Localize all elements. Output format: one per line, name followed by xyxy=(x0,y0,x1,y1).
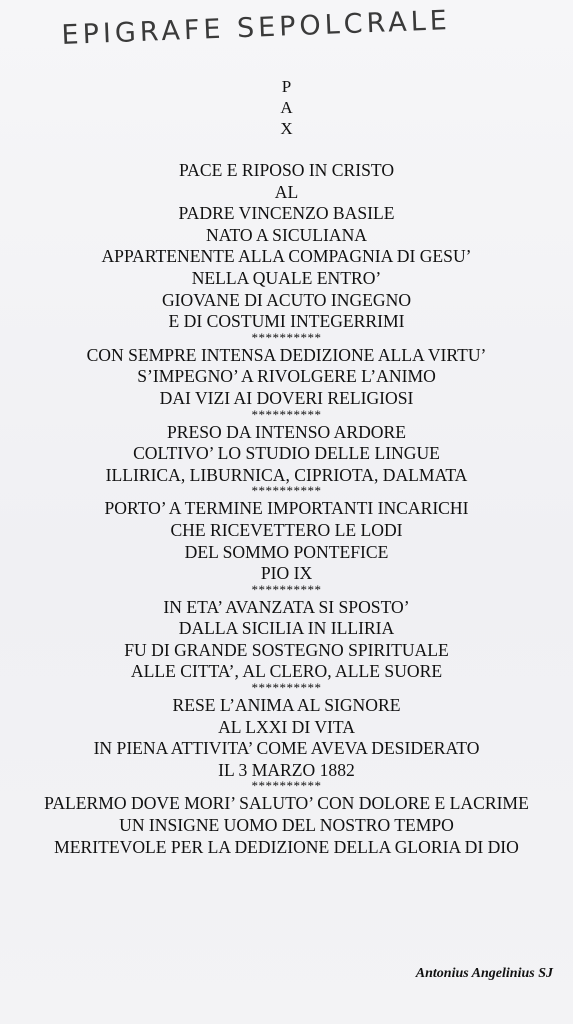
pax-letter: X xyxy=(280,119,293,138)
epitaph-line: UN INSIGNE UOMO DEL NOSTRO TEMPO xyxy=(119,815,454,836)
epitaph-section xyxy=(0,422,573,487)
epitaph-line: S’IMPEGNO’ A RIVOLGERE L’ANIMO xyxy=(137,366,436,387)
epitaph-line: AL xyxy=(274,181,299,202)
epitaph-section xyxy=(0,597,573,683)
epitaph-line: ILLIRICA, LIBURNICA, CIPRIOTA, DALMATA xyxy=(105,464,468,485)
epitaph-line: IN ETA’ AVANZATA SI SPOSTO’ xyxy=(163,596,410,617)
epitaph-line: PALERMO DOVE MORI’ SALUTO’ CON DOLORE E LACRIME xyxy=(44,793,529,814)
epitaph-line: PRESO DA INTENSO ARDORE xyxy=(166,421,406,442)
pax-letter: P xyxy=(281,77,292,96)
epitaph-line: AL LXXI DI VITA xyxy=(218,716,355,737)
section-separator: ********** xyxy=(251,581,322,597)
signature: Antonius Angelinius SJ xyxy=(415,966,553,981)
pax-letter: A xyxy=(280,98,293,117)
epitaph-line: NATO A SICULIANA xyxy=(206,224,367,245)
handwritten-title: EPIGRAFE SEPOLCRALE xyxy=(61,5,452,51)
epitaph-line: APPARTENENTE ALLA COMPAGNIA DI GESU’ xyxy=(101,246,472,267)
epitaph-line: ALLE CITTA’, AL CLERO, ALLE SUORE xyxy=(130,661,443,682)
epitaph-line: PADRE VINCENZO BASILE xyxy=(178,203,395,224)
epitaph-line: E DI COSTUMI INTEGERRIMI xyxy=(168,311,405,332)
epitaph-line: PIO IX xyxy=(260,563,313,584)
epitaph-section xyxy=(0,160,573,333)
epitaph-line: DALLA SICILIA IN ILLIRIA xyxy=(178,618,395,639)
epitaph-section xyxy=(0,793,573,858)
epitaph-line: GIOVANE DI ACUTO INGEGNO xyxy=(161,289,412,310)
epitaph-line: NELLA QUALE ENTRO’ xyxy=(191,267,382,288)
epitaph-line: DAI VIZI AI DOVERI RELIGIOSI xyxy=(159,387,414,408)
epitaph-line: DEL SOMMO PONTEFICE xyxy=(184,541,389,562)
pax-heading xyxy=(0,76,573,139)
epitaph-line: IL 3 MARZO 1882 xyxy=(218,759,355,780)
epitaph-text xyxy=(0,160,573,858)
epitaph-line: IN PIENA ATTIVITA’ COME AVEVA DESIDERATO xyxy=(93,738,480,759)
epitaph-line: CON SEMPRE INTENSA DEDIZIONE ALLA VIRTU’ xyxy=(86,344,487,365)
epitaph-line: RESE L’ANIMA AL SIGNORE xyxy=(172,695,401,716)
section-separator: ********** xyxy=(251,680,322,696)
epitaph-line: COLTIVO’ LO STUDIO DELLE LINGUE xyxy=(133,443,440,464)
section-separator: ********** xyxy=(251,329,322,345)
section-separator: ********** xyxy=(251,406,322,422)
epitaph-line: PORTO’ A TERMINE IMPORTANTI INCARICHI xyxy=(104,498,469,519)
epitaph-section xyxy=(0,695,573,781)
section-separator: ********** xyxy=(251,778,322,794)
epitaph-line: FU DI GRANDE SOSTEGNO SPIRITUALE xyxy=(124,639,449,660)
epitaph-line: PACE E RIPOSO IN CRISTO xyxy=(178,160,395,180)
section-separator: ********** xyxy=(251,483,322,499)
epitaph-line: CHE RICEVETTERO LE LODI xyxy=(170,519,403,540)
epitaph-line: MERITEVOLE PER LA DEDIZIONE DELLA GLORIA DI DIO xyxy=(54,836,519,857)
epitaph-section xyxy=(0,345,573,410)
epitaph-section xyxy=(0,498,573,584)
